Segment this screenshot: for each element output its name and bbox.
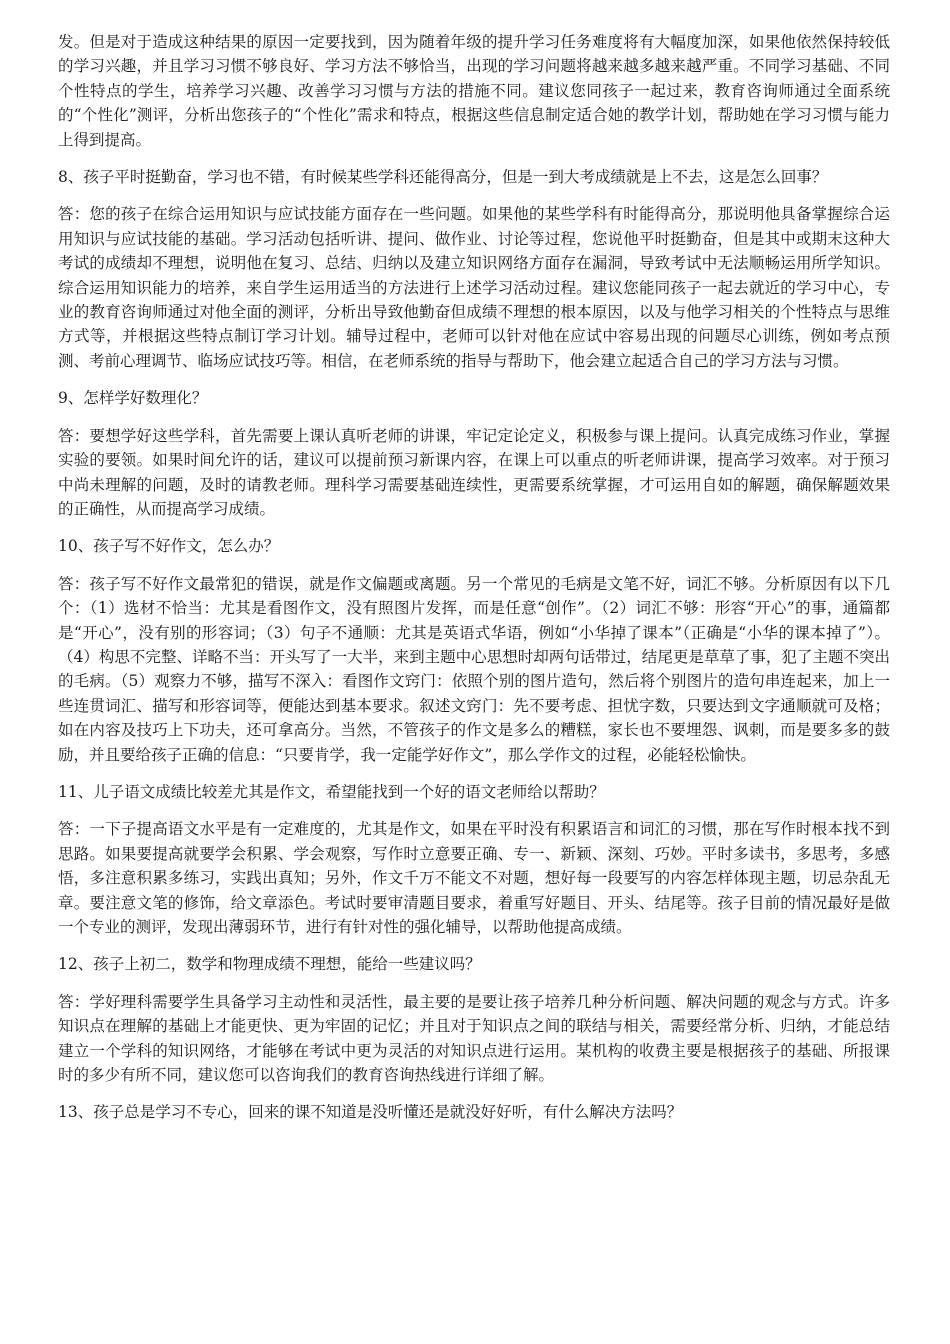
question-12: 12、孩子上初二，数学和物理成绩不理想，能给一些建议吗？: [58, 955, 481, 974]
question-10: 10、孩子写不好作文，怎么办？: [58, 537, 280, 556]
answer-8: 答：您的孩子在综合运用知识与应试技能方面存在一些问题。如果他的某些学科有时能得高分，那说明他具备掌握综合运用知识与应试技能的基础。学习活动包括听讲、提问、做作业、讨论等过程，您说他平时挺勤奋，但是其中或期末这种大考试的成绩却不理想，说明他在复习、总结、归纳以及建立知识网络方面存在漏洞，导致考试中无法顺畅运用所学知识。综合运用知识能力的培养，来自学生运用适当的方法进行上述学习活动过程。建议您能同孩子一起去就近的学习中心，专业的教育咨询师通过对他全面的测评，分析出导致他勤奋但成绩不理想的根本原因，以及与他学习相关的个性特点与思维方式等，并根据这些特点制订学习计划。辅导过程中，老师可以针对他在应试中容易出现的问题尽心训练，例如考点预测、考前心理调节、临场应试技巧等。相信，在老师系统的指导与帮助下，他会建立起适合自己的学习方法与习惯。: [58, 205, 890, 370]
answer-10: 答：孩子写不好作文最常犯的错误，就是作文偏题或离题。另一个常见的毛病是文笔不好，词汇不够。分析原因有以下几个：（1）选材不恰当：尤其是看图作文，没有照图片发挥，而是任意“创作”。（2）词汇不够：形容“开心”的事，通篇都是“开心”，没有别的形容词；（3）句子不通顺：尤其是英语式华语，例如“小华掉了课本”（正确是“小华的课本掉了”）。（4）构思不完整、详略不当：开头写了一大半，来到主题中心思想时却两句话带过，结尾更是草草了事，犯了主题不突出的毛病。（5）观察力不够，描写不深入：看图作文窍门：依照个别的图片造句，然后将个别图片的造句串连起来，加上一些连贯词汇、描写和形容词等，便能达到基本要求。叙述文窍门：先不要考虑、担忧字数，只要达到文字通顺就可及格；如在内容及技巧上下功夫，还可拿高分。当然，不管孩子的作文是多么的糟糕，家长也不要埋怨、讽刺，而是要多多的鼓励，并且要给孩子正确的信息：“只要肯学，我一定能学好作文”，那么学作文的过程，必能轻松愉快。: [58, 574, 890, 764]
answer-12: 答：学好理科需要学生具备学习主动性和灵活性，最主要的是要让孩子培养几种分析问题、解决问题的观念与方式。许多知识点在理解的基础上才能更快、更为牢固的记忆；并且对于知识点之间的联结与相关，需要经常分析、归纳，才能总结建立一个学科的知识网络，才能够在考试中更为灵活的对知识点进行运用。某机构的收费主要是根据孩子的基础、所报课时的多少有所不同，建议您可以咨询我们的教育咨询热线进行详细了解。: [58, 992, 890, 1085]
answer-9: 答：要想学好这些学科，首先需要上课认真听老师的讲课，牢记定论定义，积极参与课上提问。认真完成练习作业，掌握实验的要领。如果时间允许的话，建议可以提前预习新课内容，在课上可以重点的听老师讲课，提高学习效率。对于预习中尚未理解的问题，及时的请教老师。理科学习需要基础连续性，更需要系统掌握，才可运用自如的解题，确保解题效果的正确性，从而提高学习成绩。: [58, 426, 890, 518]
question-9: 9、怎样学好数理化？: [58, 389, 208, 408]
question-13: 13、孩子总是学习不专心，回来的课不知道是没听懂还是就没好好听，有什么解决方法吗？: [58, 1103, 683, 1122]
question-11: 11、儿子语文成绩比较差尤其是作文，希望能找到一个好的语文老师给以帮助？: [58, 782, 605, 801]
answer-paragraph-continued: 发。但是对于造成这种结果的原因一定要找到，因为随着年级的提升学习任务难度将有大幅度加深，如果他依然保持较低的学习兴趣，并且学习习惯不够良好、学习方法不够恰当，出现的学习问题将越来越多越来越严重。不同学习基础、不同个性特点的学生，培养学习兴趣、改善学习习惯与方法的措施不同。建议您同孩子一起过来，教育咨询师通过全面系统的“个性化”测评，分析出您孩子的“个性化”需求和特点，根据这些信息制定适合她的教学计划，帮助她在学习习惯与能力上得到提高。: [58, 33, 890, 149]
answer-11: 答：一下子提高语文水平是有一定难度的，尤其是作文，如果在平时没有积累语言和词汇的习惯，那在写作时根本找不到思路。如果要提高就要学会积累、学会观察，写作时立意要正确、专一、新颖、深刻、巧妙。平时多读书，多思考，多感悟，多注意积累多练习，实践出真知；另外，作文千万不能文不对题，想好每一段要写的内容怎样体现主题，切忌杂乱无章。要注意文笔的修饰，给文章添色。考试时要审清题目要求，着重写好题目、开头、结尾等。孩子目前的情况最好是做一个专业的测评，发现出薄弱环节，进行有针对性的强化辅导，以帮助他提高成绩。: [58, 820, 890, 936]
document-page: [58, 30, 890, 1138]
question-8: 8、孩子平时挺勤奋，学习也不错，有时候某些学科还能得高分，但是一到大考成绩就是上不去，这是怎么回事？: [58, 168, 828, 187]
